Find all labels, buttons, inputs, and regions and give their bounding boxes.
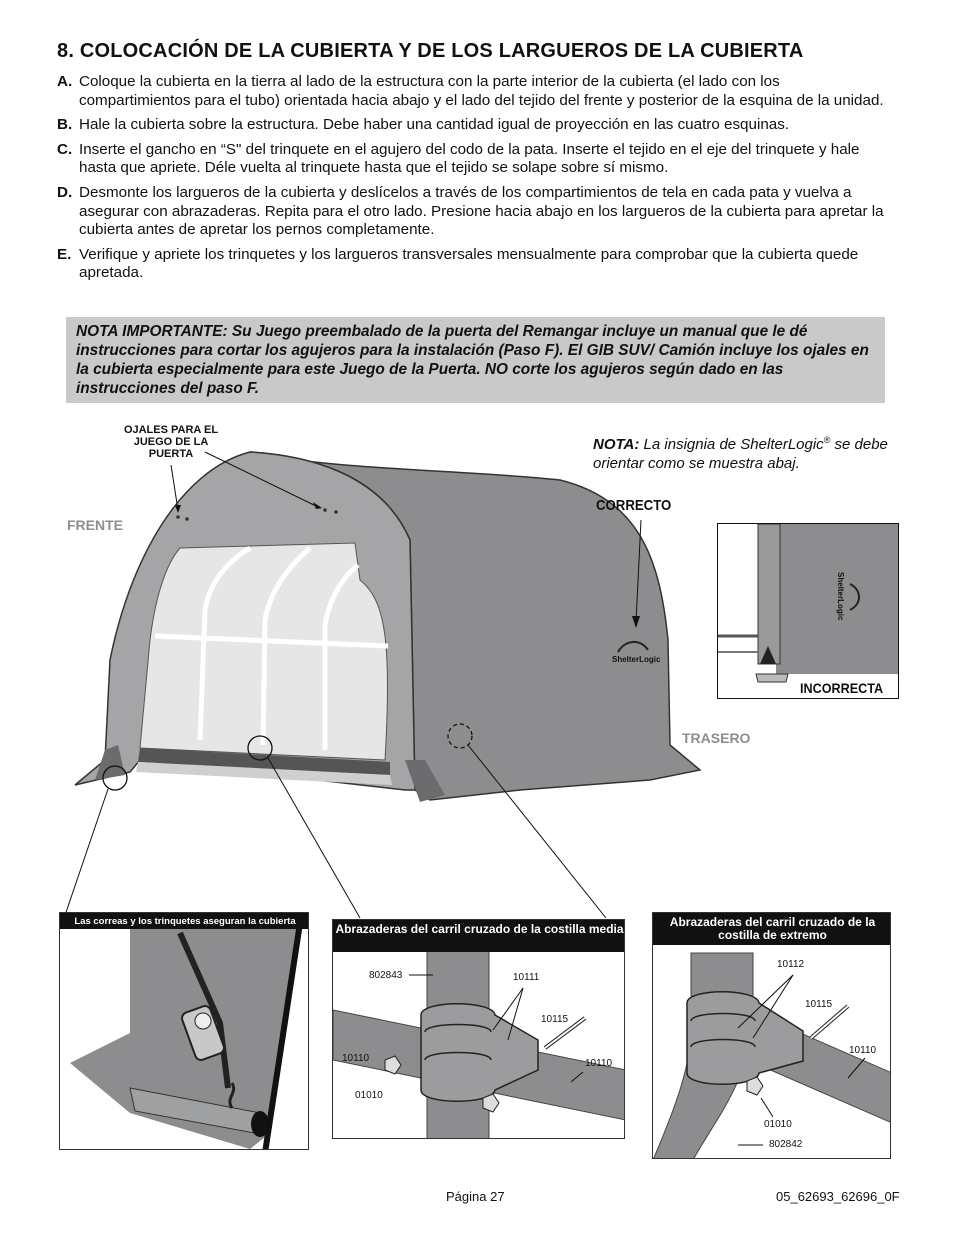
step-a [57, 73, 892, 110]
step-e [57, 246, 892, 283]
step-text: Inserte el gancho en “S" del trinquete en el agujero del codo de la pata. Inserte el tejido en el eje del trinquete y hale hasta que apriete. Déle vuelta al trinquete hasta que el tejido se solape sobre sí mismo. [79, 140, 860, 177]
part-number: 10115 [541, 1014, 569, 1025]
registered-mark: ® [823, 435, 831, 445]
tube-end [251, 1111, 269, 1137]
detail-straps [59, 912, 309, 1150]
step-text: Verifique y apriete los trinquetes y los largueros transversales mensualmente para comprobar que la cubierta quede apretada. [79, 245, 859, 282]
part-number: 01010 [355, 1090, 383, 1101]
step-letter: D. [57, 183, 73, 201]
nut [747, 1077, 763, 1095]
grommet [334, 510, 338, 514]
part-number: 802842 [769, 1139, 803, 1150]
part-number: 802843 [369, 970, 403, 981]
step-letter: A. [57, 73, 73, 90]
incorrect-illustration [718, 524, 899, 699]
leader-line [761, 1098, 773, 1117]
part-number: 10112 [777, 959, 805, 970]
detail-middle-rib [332, 919, 625, 1139]
step-text: Desmonte los largueros de la cubierta y deslícelos a través de los compartimientos de tela en cada pata y vuelva a asegurar con abrazaderas. Repita para el otro lado. Presione hacia abajo en los largueros de la cubierta para apretar la cubierta antes de apretar los pernos completamente. [79, 183, 884, 239]
part-number: 10110 [585, 1058, 613, 1069]
rotated-logo-text: ShelterLogic [836, 572, 845, 621]
part-number: 10110 [849, 1045, 877, 1056]
bolt [811, 1006, 848, 1038]
canopy-seam [758, 524, 780, 664]
logo-text: ShelterLogic [612, 655, 661, 664]
part-number: 10110 [342, 1053, 370, 1064]
incorrect-inset [717, 523, 899, 699]
nota-bold: NOTA: [593, 436, 640, 453]
middle-clamp-illustration [333, 920, 625, 1139]
logo-orientation-note [593, 431, 913, 473]
step-letter: C. [57, 140, 73, 158]
leader-line [60, 789, 108, 920]
grommet [323, 508, 327, 512]
detail-header: Las correas y los trinquetes aseguran la cubierta [60, 913, 309, 929]
nut [483, 1094, 499, 1112]
ratchet-gear [195, 1013, 211, 1029]
detail-header: Abrazaderas del carril cruzado de la costilla media [333, 920, 625, 952]
step-letter: B. [57, 116, 73, 134]
grommet [176, 515, 180, 519]
correct-label: CORRECTO [596, 497, 672, 514]
step-d [57, 184, 892, 240]
strap-illustration [60, 913, 309, 1150]
section-title: 8. COLOCACIÓN DE LA CUBIERTA Y DE LOS LARGUEROS DE LA CUBIERTA [57, 40, 804, 62]
nota-text-a: La insignia de ShelterLogic [639, 436, 824, 453]
grommet [185, 517, 189, 521]
rear-label: TRASERO [682, 730, 751, 746]
step-letter: E. [57, 245, 72, 263]
step-b [57, 116, 892, 135]
leader-line [171, 465, 178, 510]
important-note: NOTA IMPORTANTE: Su Juego preembalado de la puerta del Remangar incluye un manual que le dé instrucciones para cortar los agujeros para la instalación (Paso F). El GIB SUV/ Camión incluye los ojales en la cubierta especialmente para este Juego de la Puerta. NO corte los agujeros según dado en las instrucciones del paso F. [66, 317, 885, 403]
part-number: 10111 [513, 972, 540, 983]
front-label: FRENTE [67, 517, 123, 533]
corner-base [756, 674, 788, 682]
grommets-label: OJALES PARA EL JUEGO DE LA PUERTA [123, 424, 219, 460]
nota-text-b: se debe orientar como se muestra abaj. [593, 436, 888, 472]
step-c [57, 141, 892, 178]
step-text: Coloque la cubierta en la tierra al lado de la estructura con la parte interior de la cubierta (el lado con los compartimientos para el tubo) orientada hacia abajo y el lado del tejido del frente y posterior de la esquina de la unidad. [79, 73, 884, 109]
instruction-steps [57, 73, 892, 289]
detail-end-rib [652, 912, 891, 1159]
part-number: 01010 [764, 1119, 792, 1130]
step-text: Hale la cubierta sobre la estructura. Debe haber una cantidad igual de proyección en las cuatro esquinas. [79, 116, 790, 134]
page-number: Página 27 [446, 1189, 505, 1204]
document-code: 05_62693_62696_0F [776, 1189, 900, 1204]
incorrect-label: INCORRECTA [800, 680, 884, 696]
detail-header: Abrazaderas del carril cruzado de la costilla de extremo [653, 913, 891, 945]
part-number: 10115 [805, 999, 833, 1010]
